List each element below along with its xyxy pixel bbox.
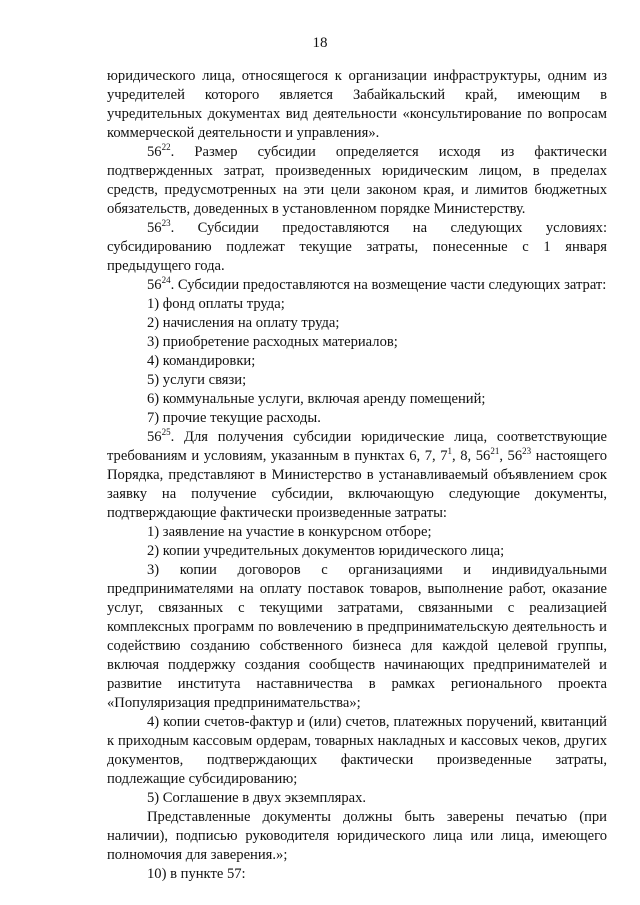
list-item: 1) фонд оплаты труда; <box>147 296 285 312</box>
clause-text: . Субсидии предоставляются на следующих условиях: субсидированию подлежат текущие затраты, понесенные с 1 января предыдущего года. <box>107 220 607 274</box>
list-item: 2) копии учредительных документов юридического лица; <box>147 543 505 559</box>
list-item: 3) приобретение расходных материалов; <box>147 334 398 350</box>
clause-number: 56 <box>147 429 162 445</box>
list-item: 1) заявление на участие в конкурсном отборе; <box>147 524 432 540</box>
clause-56-25 <box>107 428 607 523</box>
clause-text: , 56 <box>499 448 523 464</box>
clause-text: настоящего Порядка, представляют в Министерство в устанавливаемый объявлением срок заявку на получение субсидии, включающую следующие документы, подтверждающие фактически произведенные затраты: <box>107 448 608 521</box>
list-item: 5) услуги связи; <box>147 372 247 388</box>
reference-superscript: 1 <box>447 446 453 457</box>
item-10: 10) в пункте 57: <box>147 866 246 882</box>
clause-superscript: 23 <box>161 218 171 229</box>
list-item: 3) копии договоров с организациями и индивидуальными предпринимателями на оплату поставок товаров, выполнение работ, оказание услуг, связанных с текущими затратами, связанными с реализацией комплексных программ по вовлечению в предпринимательскую деятельность и содействию созданию собственного бизнеса для каждой целевой группы, включая поддержку создания сообществ начинающих предпринимателей и развитие института наставничества в рамках регионального проекта «Популяризация предпринимательства»; <box>107 562 607 711</box>
reference-superscript: 21 <box>490 446 500 457</box>
clause-superscript: 22 <box>161 142 171 153</box>
list-item: 2) начисления на оплату труда; <box>147 315 340 331</box>
clause-superscript: 24 <box>161 275 171 286</box>
clause-56-24 <box>107 276 607 295</box>
clause-number: 56 <box>147 220 162 236</box>
reference-superscript: 23 <box>522 446 532 457</box>
certification-paragraph: Представленные документы должны быть заверены печатью (при наличии), подписью руководителя юридического лица или лица, имеющего полномочия для заверения.»; <box>107 809 607 863</box>
paragraph-continuation: юридического лица, относящегося к организации инфраструктуры, одним из учредителей которого является Забайкальский край, имеющим в учредительных документах вид деятельности «консультирование по вопросам коммерческой деятельности и управления». <box>107 68 607 141</box>
page-number: 18 <box>312 35 328 51</box>
list-item: 6) коммунальные услуги, включая аренду помещений; <box>147 391 486 407</box>
list-item: 7) прочие текущие расходы. <box>147 410 321 426</box>
clause-text: . Для получения субсидии юридические лица, соответствующие требованиям и условиям, указанным в пунктах 6, 7, 7 <box>107 429 607 464</box>
list-item: 5) Соглашение в двух экземплярах. <box>147 790 367 806</box>
clause-superscript: 25 <box>161 427 171 438</box>
clause-number: 56 <box>147 144 162 160</box>
list-item: 4) копии счетов-фактур и (или) счетов, платежных поручений, квитанций к приходным кассовым ордерам, товарных накладных и кассовых чеков, других документов, подтверждающих фактически произведенные затраты, подлежащие субсидированию; <box>107 714 607 787</box>
list-item: 4) командировки; <box>147 353 256 369</box>
clause-text: , 8, 56 <box>452 448 491 464</box>
clause-number: 56 <box>147 277 162 293</box>
clause-text: . Субсидии предоставляются на возмещение части следующих затрат: <box>170 277 607 293</box>
clause-56-22 <box>107 143 607 219</box>
clause-text: . Размер субсидии определяется исходя из фактически подтвержденных затрат, произведенных юридическим лицом, в пределах средств, предусмотренных на эти цели законом края, и лимитов бюджетных обязательств, доведенных в установленном порядке Министерству. <box>107 144 607 217</box>
clause-56-23 <box>107 219 607 276</box>
document-body <box>107 67 607 884</box>
